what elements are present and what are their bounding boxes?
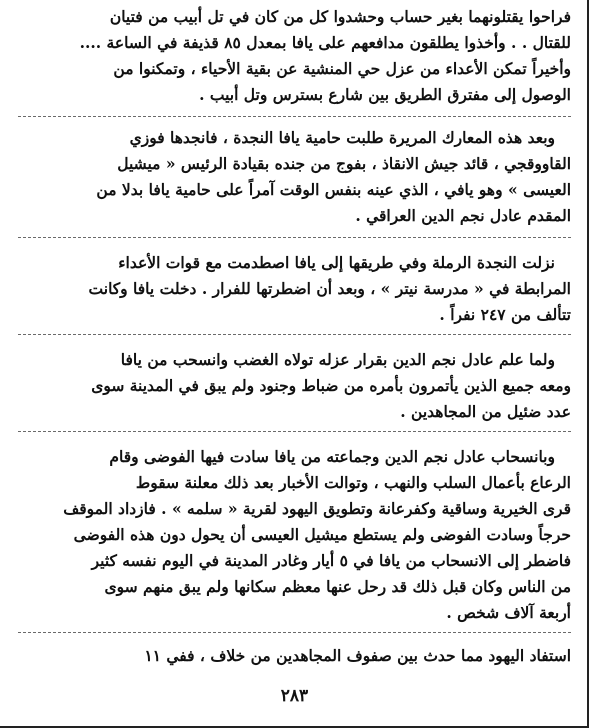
- text-line: الرعاع بأعمال السلب والنهب ، وتوالت الأخبار بعد ذلك معلنة سقوط: [135, 473, 571, 492]
- page-body: [18, 4, 571, 675]
- text-line: أربعة آلاف شخص .: [446, 603, 571, 622]
- text-line: عدد ضئيل من المجاهدين .: [400, 402, 571, 421]
- text-line: ولما علم عادل نجم الدين بقرار عزله تولاه الغضب وانسحب من يافا: [120, 350, 555, 369]
- text-line: القاووقجي ، قائد جيش الانقاذ ، بفوج من جنده بقيادة الرئيس « ميشيل: [117, 154, 571, 173]
- paragraph: [18, 347, 571, 432]
- text-line: من الناس وكان قبل ذلك قد رحل عنها معظم سكانها ولم يبق منهم سوى: [104, 577, 571, 596]
- text-line: للقتال . . وأخذوا يطلقون مدافعهم على يافا بمعدل ٨٥ قذيفة في الساعة ....: [79, 33, 571, 52]
- paragraph: [18, 125, 571, 238]
- text-line: قرى الخيرية وساقية وكفرعانة وتطويق اليهود لقرية « سلمه » . فازداد الموقف: [63, 499, 571, 518]
- text-line: الوصول إلى مفترق الطريق بين شارع بسترس وتل أبيب .: [199, 85, 571, 104]
- text-line: العيسى » وهو يافي ، الذي عينه بنفس الوقت آمراً على حامية يافا بدلا من: [96, 180, 571, 199]
- text-line: ومعه جميع الذين يأتمرون بأمره من ضباط وجنود ولم يبق في المدينة سوى: [91, 376, 571, 395]
- paragraph: [18, 250, 571, 335]
- paragraph: [18, 643, 571, 675]
- page-number: ٢٨٣: [280, 686, 309, 706]
- paragraph: [18, 4, 571, 117]
- text-line: استفاد اليهود مما حدث بين صفوف المجاهدين من خلاف ، ففي ١١: [144, 646, 571, 665]
- text-line: نزلت النجدة الرملة وفي طريقها إلى يافا اصطدمت مع قوات الأعداء: [118, 253, 555, 272]
- text-line: فراحوا يقتلونهما بغير حساب وحشدوا كل من كان في تل أبيب من فتيان: [109, 7, 571, 26]
- paragraph: [18, 444, 571, 633]
- text-line: وأخيراً تمكن الأعداء من عزل حي المنشية عن بقية الأحياء ، وتمكنوا من: [113, 59, 571, 78]
- text-line: فاضطر إلى الانسحاب من يافا في ٥ أيار وغادر المدينة في اليوم نفسه كثير: [91, 551, 571, 570]
- text-line: وبعد هذه المعارك المريرة طلبت حامية يافا النجدة ، فانجدها فوزي: [129, 128, 555, 147]
- text-line: المرابطة في « مدرسة نيتر » ، وبعد أن اضطرتها للفرار . دخلت يافا وكانت: [88, 279, 571, 298]
- text-line: المقدم عادل نجم الدين العراقي .: [355, 206, 571, 225]
- text-line: حرجاً وسادت الفوضى ولم يستطع ميشيل العيسى أن يحول دون هذه الفوضى: [73, 525, 571, 544]
- text-line: وبانسحاب عادل نجم الدين وجماعته من يافا سادت فيها الفوضى وقام: [109, 447, 555, 466]
- text-line: تتألف من ٢٤٧ نفراً .: [439, 305, 571, 324]
